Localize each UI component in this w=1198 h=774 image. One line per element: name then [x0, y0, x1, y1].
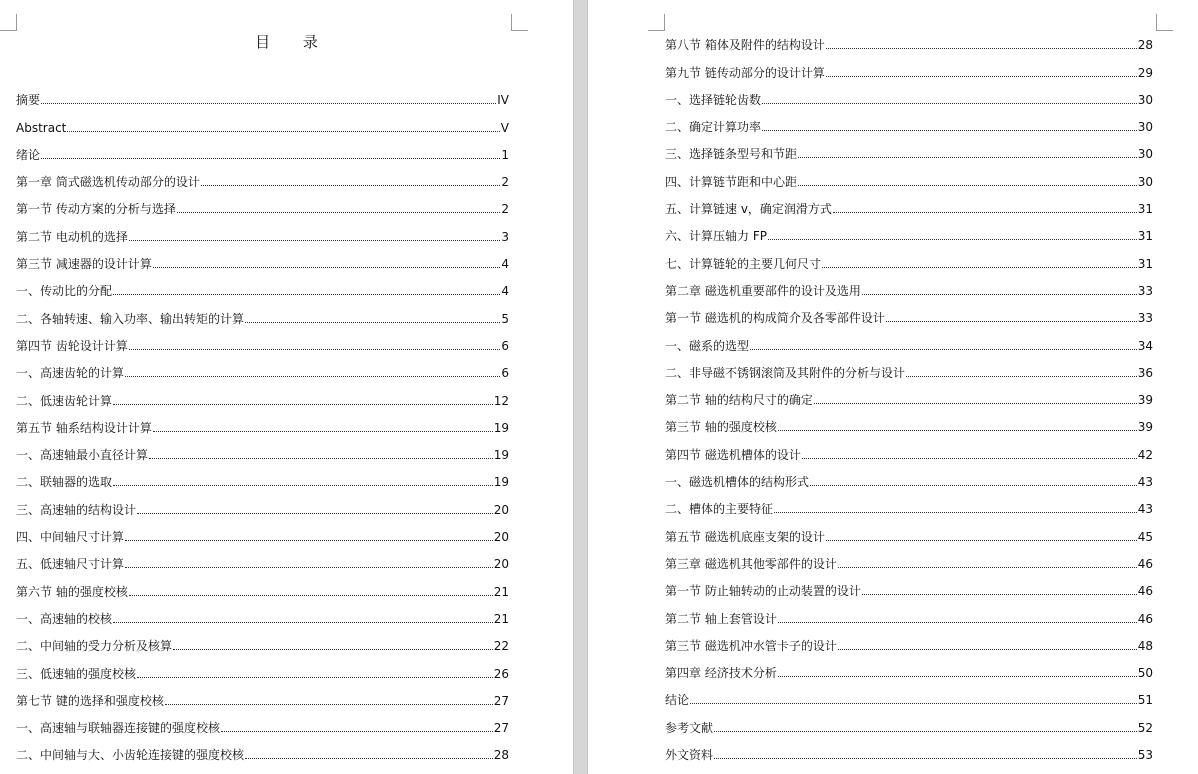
toc-entry-label: 三、高速轴的结构设计 — [16, 502, 137, 517]
toc-entry[interactable] — [665, 25, 1153, 52]
toc-leader-dots — [125, 375, 500, 377]
toc-entry[interactable] — [16, 708, 509, 735]
document-page-right — [588, 0, 1198, 774]
toc-entry-page-number: 46 — [1137, 556, 1153, 571]
toc-leader-dots — [137, 512, 493, 514]
toc-entry-label: 二、低速齿轮计算 — [16, 393, 113, 408]
toc-leader-dots — [798, 184, 1137, 186]
toc-entry-label: 二、非导磁不锈钢滚筒及其附件的分析与设计 — [665, 365, 906, 380]
toc-entry-page-number: 39 — [1137, 393, 1153, 408]
crop-mark — [0, 14, 17, 31]
toc-entry-label: 第五节 轴系结构设计计算 — [16, 420, 152, 435]
toc-leader-dots — [153, 430, 493, 432]
page-gutter — [573, 0, 588, 774]
toc-entry-label: 二、确定计算功率 — [665, 120, 762, 135]
toc-entry[interactable] — [16, 462, 509, 489]
toc-entry[interactable] — [665, 271, 1153, 298]
toc-entry[interactable] — [665, 353, 1153, 380]
crop-mark — [511, 14, 528, 31]
toc-entry[interactable] — [665, 134, 1153, 161]
toc-entry[interactable] — [665, 407, 1153, 434]
toc-entry-page-number: 22 — [493, 639, 509, 654]
toc-leader-dots — [778, 621, 1137, 623]
toc-leader-dots — [113, 293, 500, 295]
toc-entry[interactable] — [665, 598, 1153, 625]
toc-entry-label: 一、磁选机槽体的结构形式 — [665, 475, 810, 490]
crop-mark — [648, 14, 665, 31]
toc-entry-page-number: 21 — [493, 584, 509, 599]
toc-entry-label: 第四节 磁选机槽体的设计 — [665, 447, 801, 462]
toc-entry-page-number: 19 — [493, 475, 509, 490]
toc-entry-page-number: 20 — [493, 502, 509, 517]
toc-entry-label: 二、联轴器的选取 — [16, 475, 113, 490]
toc-entry[interactable] — [16, 380, 509, 407]
toc-leader-dots — [906, 375, 1137, 377]
toc-leader-dots — [129, 348, 501, 350]
toc-entry-label: 第三节 减速器的设计计算 — [16, 257, 152, 272]
toc-leader-dots — [41, 157, 500, 159]
toc-entry-label: 二、中间轴与大、小齿轮连接键的强度校核 — [16, 748, 245, 763]
toc-entry[interactable] — [665, 626, 1153, 653]
toc-entry-label: 第一节 磁选机的构成简介及各零部件设计 — [665, 311, 885, 326]
toc-list-right — [665, 25, 1153, 762]
toc-entry[interactable] — [665, 735, 1153, 762]
toc-entry-page-number: 45 — [1137, 529, 1153, 544]
toc-leader-dots — [810, 484, 1137, 486]
toc-entry-page-number: 50 — [1137, 666, 1153, 681]
toc-entry-page-number: 36 — [1137, 365, 1153, 380]
toc-entry[interactable] — [16, 162, 509, 189]
toc-leader-dots — [750, 348, 1137, 350]
toc-entry[interactable] — [665, 707, 1153, 734]
toc-entry-page-number: 30 — [1137, 147, 1153, 162]
toc-entry-page-number: 33 — [1137, 311, 1153, 326]
toc-entry[interactable] — [16, 298, 509, 325]
toc-leader-dots — [886, 320, 1137, 322]
toc-entry-label: 四、计算链节距和中心距 — [665, 174, 798, 189]
toc-entry-page-number: 27 — [493, 693, 509, 708]
toc-entry-page-number: 4 — [501, 257, 509, 272]
toc-entry[interactable] — [16, 544, 509, 571]
toc-leader-dots — [714, 757, 1137, 759]
toc-entry-label: 一、高速轴与联轴器连接键的强度校核 — [16, 721, 221, 736]
toc-leader-dots — [802, 457, 1137, 459]
toc-entry-page-number: 26 — [493, 666, 509, 681]
toc-entry[interactable] — [665, 189, 1153, 216]
toc-leader-dots — [125, 539, 493, 541]
toc-entry[interactable] — [16, 735, 509, 762]
toc-leader-dots — [714, 730, 1137, 732]
toc-leader-dots — [113, 403, 493, 405]
toc-entry-label: 第二节 电动机的选择 — [16, 229, 128, 244]
toc-entry-label: 第三章 磁选机其他零部件的设计 — [665, 556, 837, 571]
toc-entry[interactable] — [665, 434, 1153, 461]
toc-entry-page-number: 30 — [1137, 120, 1153, 135]
toc-leader-dots — [67, 130, 499, 132]
toc-entry-label: 一、高速齿轮的计算 — [16, 366, 125, 381]
toc-entry[interactable] — [16, 189, 509, 216]
toc-title: 目 录 — [255, 33, 332, 51]
toc-entry-page-number: 20 — [493, 530, 509, 545]
toc-leader-dots — [129, 239, 501, 241]
toc-entry-page-number: 19 — [493, 448, 509, 463]
toc-entry[interactable] — [665, 462, 1153, 489]
toc-entry[interactable] — [16, 681, 509, 708]
toc-entry-label: 第二章 磁选机重要部件的设计及选用 — [665, 283, 861, 298]
toc-entry[interactable] — [665, 380, 1153, 407]
toc-entry-page-number: 3 — [501, 229, 509, 244]
toc-leader-dots — [177, 211, 501, 213]
toc-entry[interactable] — [665, 680, 1153, 707]
toc-leader-dots — [774, 511, 1137, 513]
toc-leader-dots — [778, 429, 1137, 431]
toc-entry[interactable] — [16, 244, 509, 271]
toc-entry-label: 第六节 轴的强度校核 — [16, 584, 128, 599]
toc-entry-page-number: 28 — [493, 748, 509, 763]
toc-leader-dots — [798, 156, 1137, 158]
toc-entry-label: 第一节 传动方案的分析与选择 — [16, 202, 176, 217]
toc-entry[interactable] — [16, 271, 509, 298]
toc-entry[interactable] — [665, 107, 1153, 134]
toc-entry-label: 一、磁系的选型 — [665, 338, 750, 353]
toc-list-left — [16, 80, 509, 762]
toc-entry-label: 参考文献 — [665, 720, 714, 735]
toc-leader-dots — [113, 621, 493, 623]
toc-entry-label: 五、低速轴尺寸计算 — [16, 557, 125, 572]
toc-entry-label: 第二节 轴的结构尺寸的确定 — [665, 393, 813, 408]
toc-entry-page-number: IV — [497, 93, 509, 108]
toc-leader-dots — [221, 730, 493, 732]
toc-entry-page-number: 27 — [493, 721, 509, 736]
toc-entry-page-number: 30 — [1137, 92, 1153, 107]
toc-leader-dots — [838, 566, 1137, 568]
toc-entry-label: 第三节 磁选机冲水管卡子的设计 — [665, 638, 837, 653]
toc-entry-label: 二、槽体的主要特征 — [665, 502, 774, 517]
toc-entry-page-number: 39 — [1137, 420, 1153, 435]
toc-leader-dots — [173, 648, 493, 650]
toc-entry-label: 三、低速轴的强度校核 — [16, 666, 137, 681]
toc-entry[interactable] — [665, 653, 1153, 680]
toc-entry-label: 一、高速轴的校核 — [16, 611, 113, 626]
toc-entry-label: 第一节 防止轴转动的止动装置的设计 — [665, 584, 861, 599]
toc-entry[interactable] — [665, 298, 1153, 325]
toc-entry-label: 五、计算链速 v，确定润滑方式 — [665, 202, 832, 217]
toc-leader-dots — [201, 184, 501, 186]
toc-entry-page-number: 46 — [1137, 584, 1153, 599]
toc-leader-dots — [822, 266, 1137, 268]
toc-entry[interactable] — [16, 135, 509, 162]
toc-entry[interactable] — [665, 52, 1153, 79]
toc-entry-page-number: 2 — [501, 175, 509, 190]
toc-leader-dots — [690, 702, 1137, 704]
toc-entry-page-number: 4 — [501, 284, 509, 299]
toc-entry-label: 三、选择链条型号和节距 — [665, 147, 798, 162]
toc-entry[interactable] — [665, 243, 1153, 270]
toc-entry[interactable] — [16, 626, 509, 653]
toc-entry-page-number: 28 — [1137, 38, 1153, 53]
toc-leader-dots — [41, 102, 496, 104]
toc-entry-label: 第四章 经济技术分析 — [665, 666, 777, 681]
toc-leader-dots — [762, 129, 1137, 131]
toc-entry-label: 六、计算压轴力 FP — [665, 229, 767, 244]
toc-entry[interactable] — [665, 80, 1153, 107]
toc-entry-page-number: 34 — [1137, 338, 1153, 353]
toc-entry-label: 第四节 齿轮设计计算 — [16, 338, 128, 353]
toc-entry-label: 七、计算链轮的主要几何尺寸 — [665, 256, 822, 271]
toc-entry-label: 第一章 筒式磁选机传动部分的设计 — [16, 175, 200, 190]
toc-entry[interactable] — [16, 599, 509, 626]
toc-entry-label: Abstract — [16, 120, 67, 135]
crop-mark — [1156, 14, 1173, 31]
toc-entry-page-number: 48 — [1137, 638, 1153, 653]
toc-entry[interactable] — [16, 408, 509, 435]
toc-entry-label: 第二节 轴上套管设计 — [665, 611, 777, 626]
toc-entry-label: 第五节 磁选机底座支架的设计 — [665, 529, 825, 544]
toc-leader-dots — [762, 102, 1137, 104]
toc-entry-page-number: 30 — [1137, 174, 1153, 189]
toc-entry-label: 绪论 — [16, 147, 41, 162]
toc-leader-dots — [833, 211, 1137, 213]
toc-entry-label: 一、传动比的分配 — [16, 284, 113, 299]
toc-entry-label: 二、中间轴的受力分析及核算 — [16, 639, 173, 654]
toc-leader-dots — [137, 676, 493, 678]
toc-entry-label: 第三节 轴的强度校核 — [665, 420, 777, 435]
toc-entry[interactable] — [16, 80, 509, 107]
toc-entry-label: 外文资料 — [665, 748, 714, 763]
toc-leader-dots — [826, 75, 1137, 77]
toc-entry-page-number: 31 — [1137, 202, 1153, 217]
toc-entry-page-number: 42 — [1137, 447, 1153, 462]
toc-entry[interactable] — [16, 517, 509, 544]
toc-entry-label: 第七节 键的选择和强度校核 — [16, 693, 164, 708]
toc-entry-page-number: 31 — [1137, 229, 1153, 244]
toc-entry-page-number: 20 — [493, 557, 509, 572]
toc-entry-label: 四、中间轴尺寸计算 — [16, 530, 125, 545]
toc-leader-dots — [826, 47, 1137, 49]
toc-entry-page-number: 12 — [493, 393, 509, 408]
toc-leader-dots — [129, 594, 493, 596]
toc-leader-dots — [838, 648, 1137, 650]
toc-entry[interactable] — [16, 326, 509, 353]
toc-entry-page-number: 53 — [1137, 748, 1153, 763]
toc-leader-dots — [768, 238, 1137, 240]
toc-leader-dots — [826, 539, 1137, 541]
toc-entry-label: 一、选择链轮齿数 — [665, 92, 762, 107]
toc-entry-page-number: 43 — [1137, 502, 1153, 517]
toc-entry[interactable] — [16, 107, 509, 134]
toc-entry[interactable] — [665, 161, 1153, 188]
toc-entry[interactable] — [16, 653, 509, 680]
toc-entry[interactable] — [16, 216, 509, 243]
toc-leader-dots — [814, 402, 1137, 404]
toc-entry-page-number: 6 — [501, 366, 509, 381]
toc-entry-page-number: 1 — [501, 147, 509, 162]
toc-entry-page-number: 2 — [501, 202, 509, 217]
toc-entry-page-number: 31 — [1137, 256, 1153, 271]
document-page-left — [0, 0, 573, 774]
toc-entry-page-number: 33 — [1137, 283, 1153, 298]
toc-entry-label: 一、高速轴最小直径计算 — [16, 448, 149, 463]
toc-entry-label: 结论 — [665, 693, 690, 708]
toc-leader-dots — [778, 675, 1137, 677]
toc-entry[interactable] — [665, 489, 1153, 516]
toc-leader-dots — [165, 703, 493, 705]
toc-entry-page-number: 6 — [501, 338, 509, 353]
toc-entry[interactable] — [665, 544, 1153, 571]
toc-entry-page-number: 19 — [493, 420, 509, 435]
toc-leader-dots — [125, 566, 493, 568]
toc-entry[interactable] — [665, 325, 1153, 352]
toc-entry[interactable] — [16, 489, 509, 516]
toc-entry[interactable] — [665, 516, 1153, 543]
toc-entry[interactable] — [665, 216, 1153, 243]
toc-entry-label: 第九节 链传动部分的设计计算 — [665, 65, 825, 80]
toc-leader-dots — [862, 593, 1137, 595]
toc-entry-page-number: 46 — [1137, 611, 1153, 626]
toc-entry-label: 第八节 箱体及附件的结构设计 — [665, 38, 825, 53]
toc-entry-page-number: 52 — [1137, 720, 1153, 735]
toc-leader-dots — [245, 321, 500, 323]
toc-entry[interactable] — [16, 571, 509, 598]
toc-entry[interactable] — [16, 435, 509, 462]
toc-entry-page-number: V — [500, 120, 509, 135]
toc-leader-dots — [149, 457, 493, 459]
toc-entry[interactable] — [16, 353, 509, 380]
toc-entry-page-number: 43 — [1137, 475, 1153, 490]
toc-entry-page-number: 5 — [501, 311, 509, 326]
toc-entry[interactable] — [665, 571, 1153, 598]
toc-leader-dots — [153, 266, 501, 268]
toc-entry-page-number: 21 — [493, 611, 509, 626]
toc-leader-dots — [862, 293, 1137, 295]
toc-entry-label: 二、各轴转速、输入功率、输出转矩的计算 — [16, 311, 245, 326]
toc-leader-dots — [245, 757, 493, 759]
toc-leader-dots — [113, 484, 493, 486]
toc-entry-page-number: 51 — [1137, 693, 1153, 708]
toc-entry-label: 摘要 — [16, 93, 41, 108]
toc-entry-page-number: 29 — [1137, 65, 1153, 80]
